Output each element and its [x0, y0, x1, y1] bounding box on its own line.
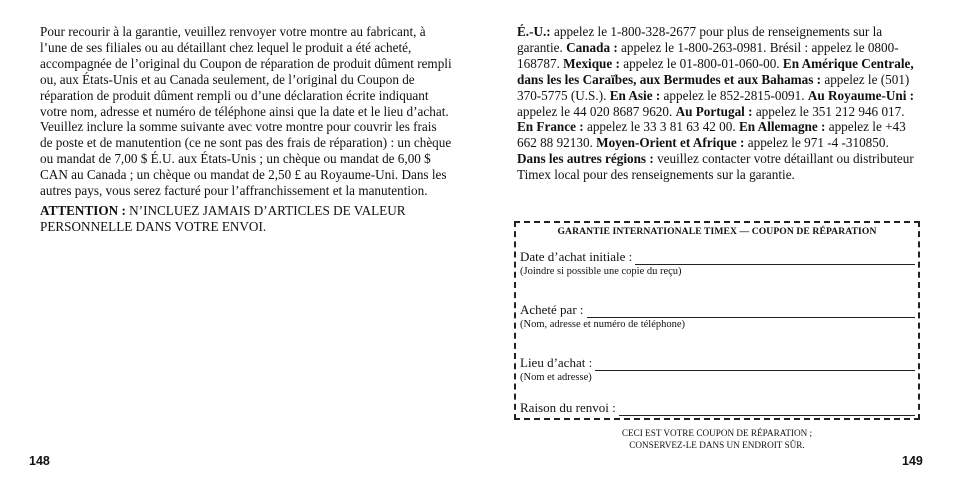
contact-text: appelez le 01-800-01-060-00.	[619, 55, 783, 71]
contact-text: appelez le 852-2815-0091.	[660, 87, 808, 103]
contact-text: appelez le 44 020 8687 9620.	[517, 103, 676, 119]
contact-text: appelez le 971 -4 -310850.	[744, 135, 889, 151]
field-label: Acheté par :	[520, 302, 584, 317]
field-hint: (Nom, adresse et numéro de téléphone)	[520, 319, 686, 330]
contact-label: En Asie :	[609, 87, 661, 103]
contact-label: Canada :	[566, 39, 618, 55]
footer-line: CONSERVEZ-LE DANS UN ENDROIT SÛR.	[629, 439, 805, 450]
contact-text: appelez le (501) 370-5775 (U.S.).	[517, 71, 910, 103]
field-label: Lieu d’achat :	[520, 355, 593, 370]
page-number-right: 149	[902, 454, 923, 468]
purchased-by-fill-line[interactable]	[587, 305, 915, 318]
contact-label: Mexique :	[563, 55, 620, 71]
left-page-body	[40, 24, 452, 239]
coupon-field-purchased-by	[520, 302, 915, 330]
coupon-footer-note	[514, 428, 920, 451]
attention-paragraph	[40, 203, 452, 235]
contact-text: veuillez contacter votre détaillant ou distributeur Timex local pour des renseignements sur la garantie.	[517, 151, 914, 183]
footer-line: CECI EST VOTRE COUPON DE RÉPARATION ;	[621, 428, 813, 438]
attention-label: ATTENTION :	[40, 202, 126, 218]
contact-label: En Allemagne :	[738, 119, 826, 135]
contacts-paragraph	[517, 24, 920, 183]
repair-coupon	[514, 221, 920, 420]
purchase-place-fill-line[interactable]	[595, 358, 915, 371]
contact-text: appelez le 33 3 81 63 42 00.	[583, 119, 739, 135]
contact-label: Au Royaume-Uni :	[807, 87, 915, 103]
attention-text: N’INCLUEZ JAMAIS D’ARTICLES DE VALEUR PERSONNELLE DANS VOTRE ENVOI.	[40, 202, 406, 234]
right-page-body	[517, 24, 920, 187]
contact-label: Dans les autres régions :	[517, 151, 654, 167]
contact-label: Moyen-Orient et Afrique :	[596, 135, 745, 151]
field-label: Raison du renvoi :	[520, 400, 616, 415]
coupon-field-purchase-date	[520, 249, 915, 277]
contact-label: Au Portugal :	[675, 103, 753, 119]
field-hint: (Nom et adresse)	[520, 372, 592, 383]
return-reason-fill-line[interactable]	[619, 403, 915, 416]
field-label: Date d’achat initiale :	[520, 249, 633, 264]
contact-text: appelez le 1-800-263-0981. Brésil : appelez le 0800-168787.	[517, 39, 899, 71]
contact-text: appelez le 1-800-328-2677 pour plus de renseignements sur la garantie.	[517, 24, 883, 55]
coupon-title: GARANTIE INTERNATIONALE TIMEX — COUPON DE RÉPARATION	[557, 226, 877, 237]
warranty-instructions-paragraph: Pour recourir à la garantie, veuillez renvoyer votre montre au fabricant, à l’une de ses filiales ou au détaillant chez lequel le produit a été acheté, accompagnée de l’original du Coupon de réparation de produit dûment rempli ou, aux États-Unis et au Canada seulement, de l’original du Coupon de réparation de produit dûment rempli ou d’une déclaration écrite indiquant votre nom, adresse et numéro de téléphone ainsi que la date et le lieu d’achat. Veuillez inclure la somme suivante avec votre montre pour couvrir les frais de poste et de manutention (ce ne sont pas des frais de réparation) : un chèque ou mandat de 7,00 $ É.U. aux États-Unis ; un chèque ou mandat de 6,00 $ CAN au Canada ; un chèque ou mandat de 2,50 £ au Royaume-Uni. Dans les autres pays, vous serez facturé pour l’affranchissement et la manutention.	[40, 24, 452, 199]
coupon-field-return-reason	[520, 400, 915, 416]
contact-label: En France :	[517, 119, 584, 135]
purchase-date-fill-line[interactable]	[635, 252, 915, 265]
contact-text: appelez le +43 662 88 92130.	[517, 119, 906, 151]
contact-label: En Amérique Centrale, dans les les Caraïbes, aux Bermudes et aux Bahamas :	[517, 55, 914, 87]
coupon-field-purchase-place	[520, 355, 915, 383]
page-number-left: 148	[29, 454, 50, 468]
contact-label: É.-U.:	[517, 24, 551, 39]
field-hint: (Joindre si possible une copie du reçu)	[520, 266, 682, 277]
contact-text: appelez le 351 212 946 017.	[752, 103, 905, 119]
